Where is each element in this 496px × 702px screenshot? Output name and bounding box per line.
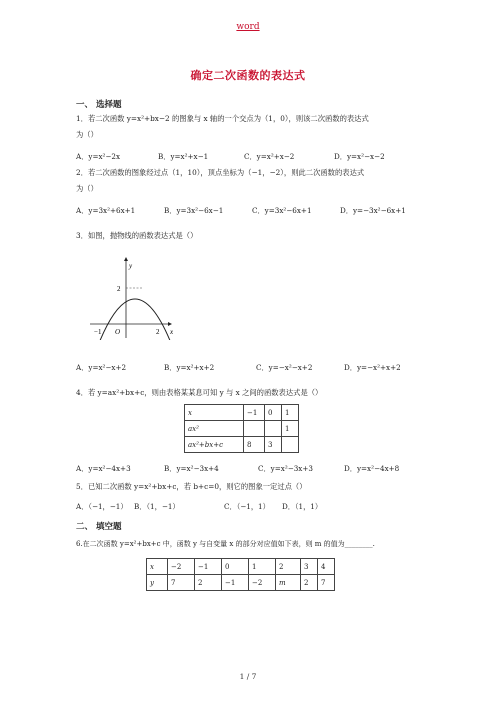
question-1-option-c: C．y=x²+x−2 bbox=[244, 152, 295, 161]
question-6-text: 6.在二次函数 y=x²+bx+c 中，函数 y 与自变量 x 的部分对应值如下表，则 m 的值为________. bbox=[76, 540, 375, 548]
question-4-option-c: C．y=x²−3x+3 bbox=[258, 464, 313, 473]
table-row bbox=[185, 405, 299, 421]
question-4-option-d: D．y=x²−4x+8 bbox=[344, 464, 400, 473]
table-cell: −2 bbox=[168, 559, 195, 575]
root-two-label: 2 bbox=[156, 328, 160, 336]
table-cell: ax²+bx+c bbox=[185, 437, 244, 453]
table-cell bbox=[282, 437, 299, 453]
root-neg-one-label: −1 bbox=[94, 328, 102, 336]
x-axis-arrow bbox=[168, 322, 172, 326]
table-cell bbox=[244, 421, 265, 437]
y-axis-arrow bbox=[124, 257, 128, 261]
question-1-option-d: D．y=x²−x−2 bbox=[334, 152, 385, 161]
question-2-text-cont: 为（） bbox=[76, 184, 98, 193]
table-cell: x bbox=[185, 405, 244, 421]
table-cell: 2 bbox=[301, 575, 318, 591]
table-cell: 0 bbox=[222, 559, 249, 575]
question-4-table bbox=[184, 404, 299, 453]
table-cell bbox=[265, 421, 282, 437]
table-cell: 2 bbox=[276, 559, 301, 575]
document-title: 确定二次函数的表达式 bbox=[190, 69, 306, 82]
question-1-text: 1．若二次函数 y=x²+bx−2 的图象与 x 轴的一个交点为（1，0），则该二次函数的表达式 bbox=[76, 114, 369, 123]
table-row bbox=[147, 575, 335, 591]
question-1-text-cont: 为（） bbox=[76, 130, 98, 139]
table-row bbox=[185, 421, 299, 437]
question-5-text: 5．已知二次函数 y=x²+bx+c，若 b+c=0，则它的图象一定过点（） bbox=[76, 482, 307, 491]
y-intercept-label: 2 bbox=[117, 285, 121, 293]
table-cell: −1 bbox=[195, 559, 222, 575]
x-axis-label: x bbox=[170, 328, 174, 336]
header-link[interactable]: word bbox=[236, 22, 260, 32]
table-cell: 7 bbox=[168, 575, 195, 591]
question-1-option-a: A．y=x²−2x bbox=[76, 152, 121, 161]
table-cell: x bbox=[147, 559, 168, 575]
table-cell: 1 bbox=[249, 559, 276, 575]
question-5-option-a: A．（−1，−1） bbox=[76, 502, 128, 511]
question-3-option-c: C．y=−x²−x+2 bbox=[256, 363, 313, 372]
table-cell: m bbox=[276, 575, 301, 591]
question-2-option-a: A．y=3x²+6x+1 bbox=[76, 206, 136, 215]
table-cell: 3 bbox=[301, 559, 318, 575]
table-cell: 2 bbox=[195, 575, 222, 591]
table-cell: ax² bbox=[185, 421, 244, 437]
table-cell: 7 bbox=[318, 575, 335, 591]
question-1-option-b: B．y=x²+x−1 bbox=[158, 152, 209, 161]
table-row bbox=[185, 437, 299, 453]
table-row bbox=[147, 559, 335, 575]
question-3-option-d: D．y=−x²+x+2 bbox=[344, 363, 401, 372]
table-cell: −1 bbox=[244, 405, 265, 421]
question-2-option-d: D．y=−3x²−6x+1 bbox=[340, 206, 406, 215]
table-cell: 3 bbox=[265, 437, 282, 453]
table-cell: −2 bbox=[249, 575, 276, 591]
page-number: 1 / 7 bbox=[239, 672, 257, 681]
table-cell: 4 bbox=[318, 559, 335, 575]
question-2-option-b: B．y=3x²−6x−1 bbox=[164, 206, 224, 215]
question-5-option-c: C．（−1，1） bbox=[224, 502, 270, 511]
section-heading-choice: 一、 选择题 bbox=[76, 100, 122, 110]
table-cell: 8 bbox=[244, 437, 265, 453]
table-cell: 1 bbox=[282, 421, 299, 437]
question-4-text: 4．若 y=ax²+bx+c，则由表格某某息可知 y 与 x 之间的函数表达式是（） bbox=[76, 388, 323, 397]
table-cell: 1 bbox=[282, 405, 299, 421]
origin-label: O bbox=[115, 328, 121, 336]
question-6-table bbox=[146, 558, 335, 591]
table-cell: y bbox=[147, 575, 168, 591]
question-4-option-b: B．y=x²−3x+4 bbox=[164, 464, 219, 473]
question-5-option-d: D．（1，1） bbox=[282, 502, 323, 511]
question-3-option-a: A．y=x²−x+2 bbox=[76, 363, 127, 372]
table-cell: −1 bbox=[222, 575, 249, 591]
section-heading-fill: 二、 填空题 bbox=[76, 522, 122, 532]
question-3-option-b: B．y=x²+x+2 bbox=[164, 363, 215, 372]
question-2-text: 2．若二次函数的图象经过点（1，10），顶点坐标为（−1，−2），则此二次函数的表达式 bbox=[76, 168, 365, 177]
question-5-option-b: B．（1，−1） bbox=[134, 502, 180, 511]
question-4-option-a: A．y=x²−4x+3 bbox=[76, 464, 131, 473]
parabola-curve bbox=[97, 299, 173, 340]
parabola-graph bbox=[86, 254, 186, 340]
question-3-text: 3．如图，抛物线的函数表达式是（） bbox=[76, 231, 198, 240]
question-2-option-c: C．y=3x²−6x+1 bbox=[252, 206, 312, 215]
table-cell: 0 bbox=[265, 405, 282, 421]
y-axis-label: y bbox=[129, 262, 133, 270]
